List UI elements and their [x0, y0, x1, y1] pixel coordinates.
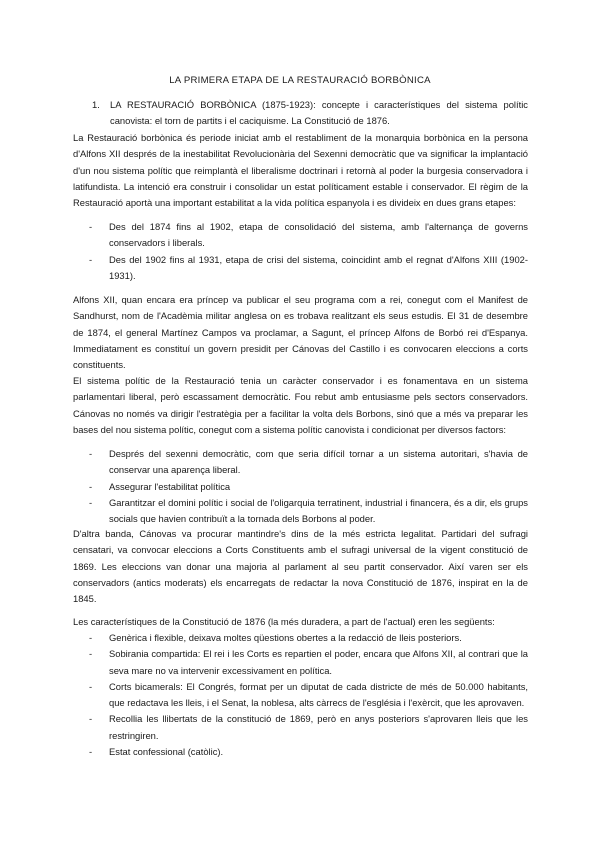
dash-marker: -: [89, 713, 93, 725]
list-item-text: Recollia les llibertats de la constitució de 1869, però en anys posteriors s'aprovaren lleis que les restringiren.: [109, 713, 528, 741]
list-item-text: Des del 1902 fins al 1931, etapa de crisi del sistema, coincidint amb el regnat d'Alfons XIII (1902-1931).: [109, 253, 528, 281]
dash-marker: -: [89, 221, 93, 232]
list-item-text: Després del sexenni democràtic, com que seria difícil tornar a un sistema autoritari, s'havia de conservar una aparença liberal.: [109, 448, 528, 476]
list-item: [73, 446, 528, 479]
list-item-text: Genèrica i flexible, deixava moltes qüestions obertes a la redacció de lleis posteriors.: [109, 632, 462, 643]
list-item: [73, 495, 528, 528]
list-item: [73, 646, 528, 679]
list-item: [73, 219, 528, 252]
list-item-text: Des del 1874 fins al 1902, etapa de consolidació del sistema, amb l'alternança de governs conservadors i liberals.: [109, 221, 528, 249]
section-number: 1.: [92, 99, 100, 110]
paragraph-alfons: Alfons XII, quan encara era príncep va publicar el seu programa com a rei, conegut com el Manifest de Sandhurst, nom de l'Acadèmia militar anglesa on es trobava realitzant els seus estudis. El 31 de desembre de 1874, el general Martínez Campos va proclamar, a Sagunt, el príncep Alfons de Borbó rei d'Espanya. Immediatament es constituí un govern presidit per Cánovas del Castillo i es convocaren eleccions a corts constituents.: [73, 294, 528, 371]
list-item: [73, 744, 528, 760]
dash-marker: -: [89, 448, 93, 459]
list-item: [73, 630, 528, 646]
list-item: [73, 252, 528, 285]
list-item: [73, 711, 528, 744]
dash-marker: -: [89, 746, 93, 758]
dash-marker: -: [89, 496, 93, 508]
dash-marker: -: [89, 648, 93, 660]
dash-marker: -: [89, 253, 93, 265]
list-item-text: Sobirania compartida: El rei i les Corts es repartien el poder, encara que Alfons XII, al contrari que la seva mare no va intervenir excessivament en política.: [109, 648, 528, 676]
list-item-text: Estat confessional (catòlic).: [109, 746, 224, 758]
list-factors: [73, 446, 528, 527]
paragraph-constitution: Les característiques de la Constitució de 1876 (la més duradera, a part de l'actual) eren les següents:: [73, 616, 495, 627]
document-title: LA PRIMERA ETAPA DE LA RESTAURACIÓ BORBÒNICA: [169, 75, 431, 86]
section-heading: [92, 97, 528, 130]
list-item-text: Garantitzar el domini polític i social de l'oligarquia terratinent, industrial i financera, és a dir, els grups socials que havien contribuït a la tornada dels Borbons al poder.: [109, 496, 528, 525]
paragraph-system: El sistema polític de la Restauració tenia un caràcter conservador i es fonamentava en un sistema parlamentari liberal, però escassament democràtic. Fou rebut amb entusiasme pels sectors conservadors. Cánovas no només va dirigir l'estratègia per a facilitar la volta dels Borbons, sinó que a més va preparar les bases del nou sistema polític, conegut com a sistema polític canovista i condicionat per diversos factors:: [73, 375, 528, 435]
dash-marker: -: [89, 632, 93, 643]
list-item: [73, 479, 528, 495]
list-periods: [73, 219, 528, 284]
section-heading-text: LA RESTAURACIÓ BORBÒNICA (1875-1923): concepte i característiques del sistema polític canovista: el torn de partits i el caciquisme. La Constitució de 1876.: [110, 99, 528, 127]
list-item-text: Assegurar l'estabilitat política: [109, 480, 231, 492]
dash-marker: -: [89, 480, 93, 492]
list-item-text: Corts bicamerals: El Congrés, format per un diputat de cada districte de més de 50.000 habitants, que redactava les lleis, i el Senat, la noblesa, alts càrrecs de l'església i l'exèrcit, que les aprovaven.: [109, 680, 528, 709]
paragraph-canovas: D'altra banda, Cánovas va procurar mantindre's dins de la més estricta legalitat. Partidari del sufragi censatari, va convocar eleccions a Corts Constituents amb el sufragi universal de la vigent constitució de 1869. Les eleccions van donar una majoria al parlament al seu partit conservador. Així varen ser els conservadors (antics moderats) els encarregats de redactar la nova Constitució de 1876, inspirat en la de 1845.: [73, 528, 528, 605]
list-item: [73, 679, 528, 712]
paragraph-intro: La Restauració borbònica és periode iniciat amb el restabliment de la monarquia borbònica en la persona d'Alfons XII després de la inestabilitat Revolucionària del Sexenni democràtic que va significar la implantació d'un nou sistema polític que reimplantà el liberalisme doctrinari i retornà al poder la burgesia conservadora i latifundista. La intenció era construir i consolidar un estat políticament estable i conservador. El règim de la Restauració aportà una important estabilitat a la vida política espanyola i es divideix en dues grans etapes:: [73, 132, 528, 209]
dash-marker: -: [89, 680, 93, 692]
list-characteristics: [73, 630, 528, 760]
